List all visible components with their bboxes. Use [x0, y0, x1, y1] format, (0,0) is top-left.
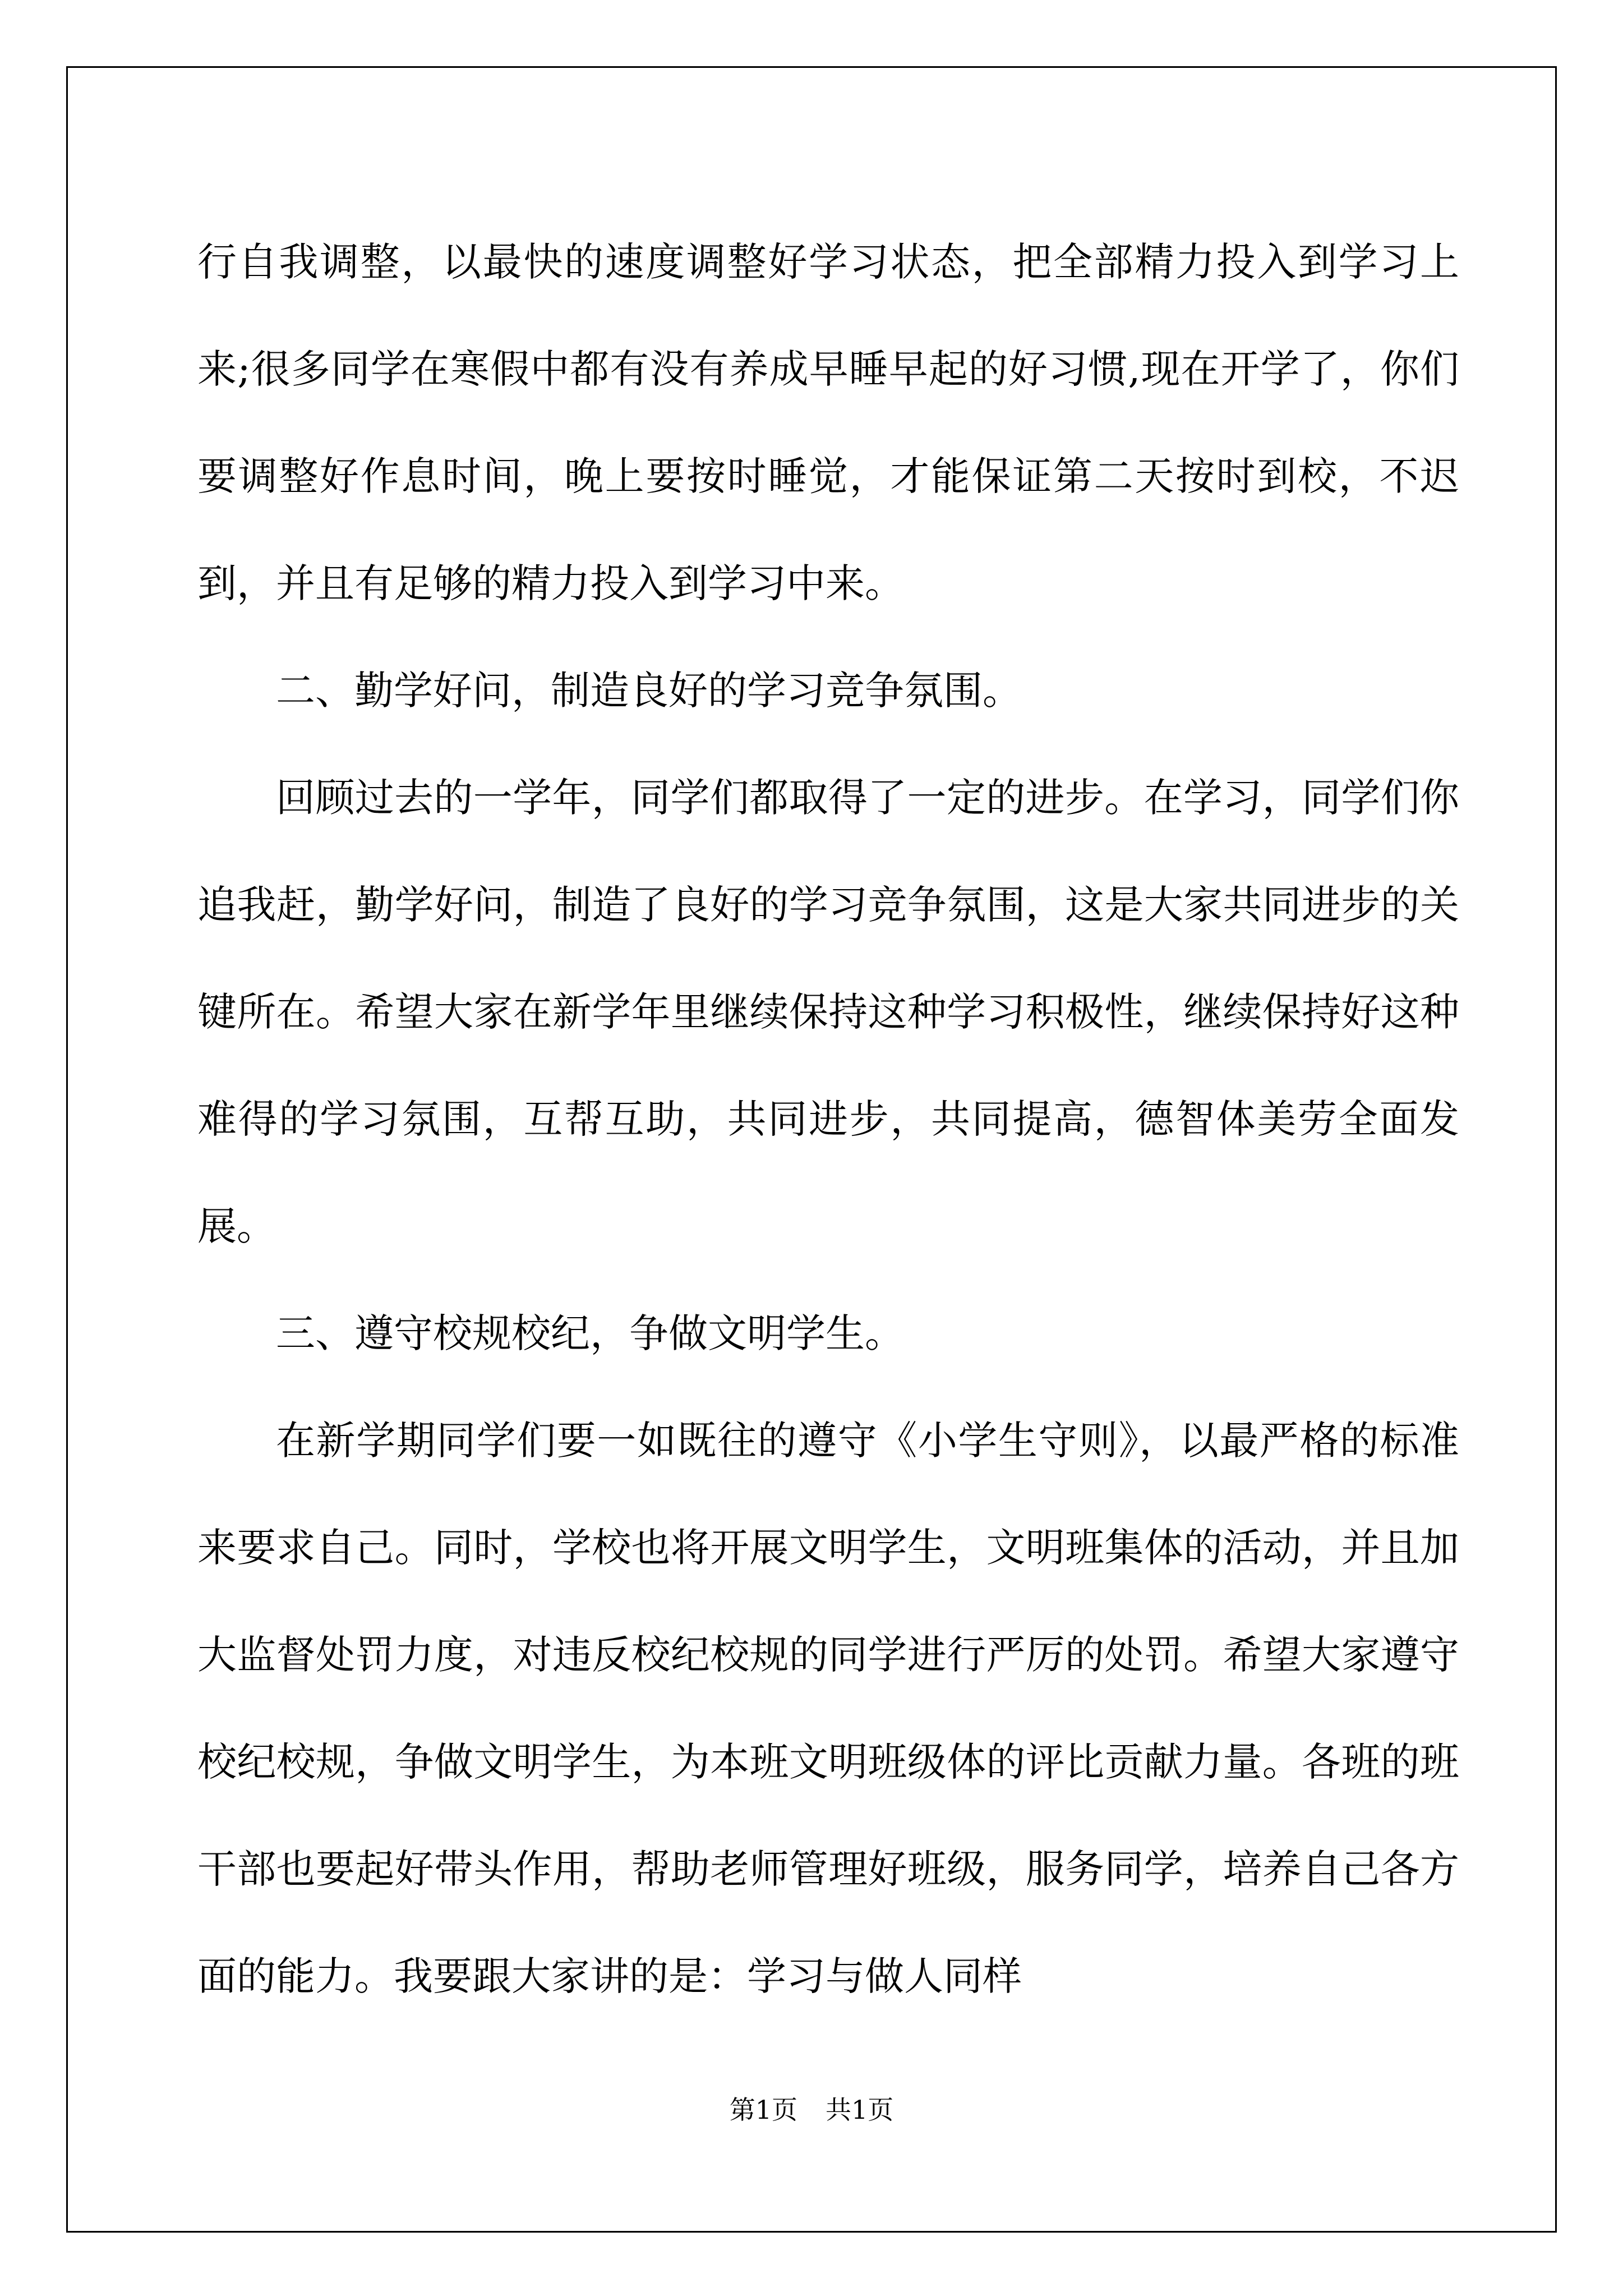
paragraph-review: 回顾过去的一学年，同学们都取得了一定的进步。在学习，同学们你追我赶，勤学好问，制造了良好的学习竞争氛围，这是大家共同进步的关键所在。希望大家在新学年里继续保持这种学习积极性，继续保持好这种难得的学习氛围，互帮互助，共同进步，共同提高，德智体美劳全面发展。 [197, 775, 1459, 1249]
heading-section-two: 二、勤学好问，制造良好的学习竞争氛围。 [276, 668, 1022, 714]
paragraph-rules: 在新学期同学们要一如既往的遵守《小学生守则》，以最严格的标准来要求自己。同时，学校也将开展文明学生，文明班集体的活动，并且加大监督处罚力度，对违反校纪校规的同学进行严厉的处罚。希望大家遵守校纪校规，争做文明学生，为本班文明班级体的评比贡献力量。各班的班干部也要起好带头作用，帮助老师管理好班级，服务同学，培养自己各方面的能力。我要跟大家讲的是：学习与做人同样 [197, 1418, 1459, 1999]
heading-section-three: 三、遵守校规校纪，争做文明学生。 [276, 1310, 904, 1356]
page-number: 第1页 [729, 2095, 797, 2125]
page-total: 共1页 [826, 2095, 894, 2125]
paragraph-continuation: 行自我调整，以最快的速度调整好学习状态，把全部精力投入到学习上来;很多同学在寒假中都有没有养成早睡早起的好习惯,现在开学了，你们要调整好作息时间，晚上要按时睡觉，才能保证第二天按时到校，不迟到，并且有足够的精力投入到学习中来。 [197, 239, 1459, 606]
document-body [197, 209, 1459, 2030]
page-footer [0, 2090, 1623, 2127]
